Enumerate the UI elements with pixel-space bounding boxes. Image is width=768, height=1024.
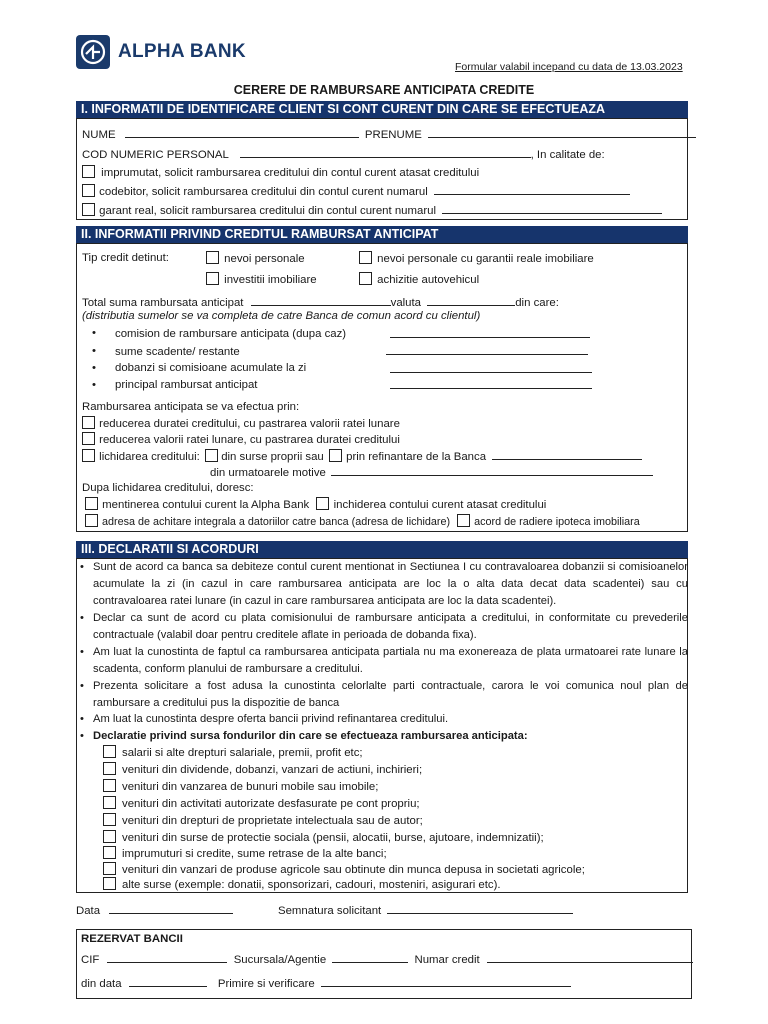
source-label: alte surse (exemple: donatii, sponsorizari, cadouri, mosteniri, asigurari etc).: [122, 879, 501, 891]
refinantare-bank-field[interactable]: [492, 449, 642, 460]
source-checkbox[interactable]: [103, 862, 116, 875]
primire-field[interactable]: [321, 976, 571, 987]
motive-field[interactable]: [331, 465, 653, 476]
investitii-checkbox[interactable]: [206, 272, 219, 285]
nevoi-garantii-checkbox[interactable]: [359, 251, 372, 264]
comision-label: comision de rambursare anticipata (dupa caz): [115, 328, 347, 340]
radiere-label: acord de radiere ipoteca imobiliara: [474, 516, 640, 528]
nume-label: NUME: [82, 129, 116, 141]
imprumutat-label: imprumutat, solicit rambursarea creditului din contul curent atasat creditului: [101, 167, 480, 179]
cnp-field[interactable]: [240, 147, 531, 158]
codebitor-checkbox[interactable]: [82, 184, 95, 197]
reducere-rata-label: reducerea valorii ratei lunare, cu pastrarea duratei creditului: [99, 434, 400, 446]
imprumutat-checkbox[interactable]: [82, 165, 95, 178]
data-field[interactable]: [109, 903, 233, 914]
radiere-checkbox[interactable]: [457, 514, 470, 527]
bullet-dot: •: [80, 646, 84, 658]
autovehicul-checkbox[interactable]: [359, 272, 372, 285]
principal-label: principal rambursat anticipat: [115, 379, 258, 391]
cif-field[interactable]: [107, 952, 227, 963]
data-label: Data: [76, 905, 101, 917]
din-data-field[interactable]: [129, 976, 207, 987]
source-checkbox[interactable]: [103, 762, 116, 775]
declaration-comision: Declar ca sunt de acord cu plata comisionului de rambursare anticipata a creditului, in conformitate cu prevederile contractuale (valabil doar pentru creditele aflate in perioada de dobanda fixa).: [93, 612, 688, 641]
bullet-dot: •: [92, 379, 96, 391]
total-label: Total suma rambursata anticipat: [82, 297, 244, 309]
cif-label: CIF: [81, 954, 100, 966]
source-label: salarii si alte drepturi salariale, premii, profit etc;: [122, 747, 363, 759]
codebitor-account-field[interactable]: [434, 184, 630, 195]
form-title: CERERE DE RAMBURSARE ANTICIPATA CREDITE: [233, 83, 535, 97]
source-checkbox[interactable]: [103, 813, 116, 826]
din-care-label: din care:: [515, 297, 559, 309]
prenume-field[interactable]: [428, 127, 696, 138]
garant-label: garant real, solicit rambursarea creditului din contul curent numarul: [99, 205, 436, 217]
lichidare-checkbox[interactable]: [82, 449, 95, 462]
inchidere-checkbox[interactable]: [316, 497, 329, 510]
scadente-label: sume scadente/ restante: [115, 346, 240, 358]
source-checkbox[interactable]: [103, 846, 116, 859]
cnp-label: COD NUMERIC PERSONAL: [82, 149, 229, 161]
source-label: venituri din vanzarea de bunuri mobile sau imobile;: [122, 781, 379, 793]
nevoi-personale-checkbox[interactable]: [206, 251, 219, 264]
efectua-label: Rambursarea anticipata se va efectua prin:: [82, 401, 300, 413]
logo-text: ALPHA BANK: [118, 41, 246, 62]
mentinere-checkbox[interactable]: [85, 497, 98, 510]
dobanzi-label: dobanzi si comisioane acumulate la zi: [115, 362, 307, 374]
mentinere-label: mentinerea contului curent la Alpha Bank: [102, 499, 310, 511]
validity-note: Formular valabil incepand cu data de 13.03.2023: [455, 61, 683, 73]
sucursala-field[interactable]: [332, 952, 408, 963]
investitii-label: investitii imobiliare: [224, 274, 317, 286]
comision-field[interactable]: [390, 327, 590, 338]
source-label: venituri din activitati autorizate desfasurate pe cont propriu;: [122, 798, 420, 810]
declaration-debit: Sunt de acord ca banca sa debiteze contul curent mentionat in Sectiunea I cu contravaloarea dobanzii si comisioanelor acumulate la zi (in cazul in care rambursarea anticipata are loc la o alta data decat data scadentei) sau cu contravaloarea ratei lunare (in cazul in care rambursarea anticipata are loc la data scadentei).: [93, 561, 688, 607]
tip-credit-label: Tip credit detinut:: [82, 252, 169, 264]
rezervat-title: REZERVAT BANCII: [81, 933, 183, 945]
reducere-durata-label: reducerea duratei creditului, cu pastrarea valorii ratei lunare: [99, 418, 400, 430]
numar-credit-field[interactable]: [487, 952, 693, 963]
inchidere-label: inchiderea contului curent atasat creditului: [333, 499, 547, 511]
source-checkbox[interactable]: [103, 779, 116, 792]
dupa-label: Dupa lichidarea creditului, doresc:: [82, 482, 254, 494]
reducere-rata-checkbox[interactable]: [82, 432, 95, 445]
bullet-dot: •: [80, 713, 84, 725]
scadente-field[interactable]: [386, 344, 588, 355]
bullet-dot: •: [92, 345, 96, 357]
distribution-note: (distributia sumelor se va completa de catre Banca de comun acord cu clientul): [82, 310, 481, 322]
source-checkbox[interactable]: [103, 830, 116, 843]
adresa-label: adresa de achitare integrala a datoriilor catre banca (adresa de lichidare): [102, 516, 451, 528]
source-checkbox[interactable]: [103, 796, 116, 809]
semnatura-field[interactable]: [387, 903, 573, 914]
adresa-checkbox[interactable]: [85, 514, 98, 527]
valuta-label: valuta: [390, 297, 422, 309]
source-checkbox[interactable]: [103, 745, 116, 758]
prenume-label: PRENUME: [364, 129, 422, 141]
nevoi-personale-label: nevoi personale: [224, 253, 305, 265]
din-data-label: din data: [81, 978, 122, 990]
section-1-header: I. INFORMATII DE IDENTIFICARE CLIENT SI CONT CURENT DIN CARE SE EFECTUEAZA RAMBURSAREA: [76, 101, 688, 118]
source-label: venituri din drepturi de proprietate intelectuala sau de autor;: [122, 815, 423, 827]
bullet-dot: •: [80, 730, 84, 742]
sucursala-label: Sucursala/Agentie: [233, 954, 327, 966]
nume-field[interactable]: [125, 127, 359, 138]
source-label: venituri din dividende, dobanzi, vanzari de actiuni, inchirieri;: [122, 764, 423, 776]
bullet-dot: •: [92, 327, 96, 339]
surse-proprii-checkbox[interactable]: [205, 449, 218, 462]
alpha-bank-logo-icon: [76, 35, 110, 69]
codebitor-label: codebitor, solicit rambursarea creditului din contul curent numarul: [99, 186, 428, 198]
declaration-sursa: Declaratie privind sursa fondurilor din care se efectueaza rambursarea anticipata:: [93, 730, 528, 742]
section-3-header: III. DECLARATII SI ACORDURI: [76, 541, 688, 558]
bullet-dot: •: [80, 612, 84, 624]
primire-label: Primire si verificare: [217, 978, 315, 990]
refinantare-label: prin refinantare de la Banca: [346, 451, 487, 463]
declaration-partial: Am luat la cunostinta de faptul ca rambursarea anticipata partiala nu ma exonereaza de plata urmatoarei rate lunare la scadenta, conform planului de rambursare a creditului.: [93, 646, 688, 675]
bullet-dot: •: [80, 680, 84, 692]
surse-proprii-label: din surse proprii sau: [221, 451, 324, 463]
calitate-label: , In calitate de:: [530, 149, 605, 161]
motive-label: din urmatoarele motive: [210, 467, 326, 479]
principal-field[interactable]: [390, 378, 592, 389]
reducere-durata-checkbox[interactable]: [82, 416, 95, 429]
source-label: imprumuturi si credite, sume retrase de la alte banci;: [122, 848, 387, 860]
source-label: venituri din surse de protectie sociala (pensii, alocatii, burse, ajutoare, indemnizatii);: [122, 832, 544, 844]
autovehicul-label: achizitie autovehicul: [377, 274, 480, 286]
valuta-field[interactable]: [427, 295, 515, 306]
declaration-parti: Prezenta solicitare a fost adusa la cunostinta celorlalte parti contractuale, carora le voi comunica noul plan de rambursare a creditului pus la dispozitie de banca: [93, 680, 688, 709]
section-2-header: II. INFORMATII PRIVIND CREDITUL RAMBURSAT ANTICIPAT: [76, 226, 688, 243]
numar-credit-label: Numar credit: [414, 954, 480, 966]
nevoi-garantii-label: nevoi personale cu garantii reale imobiliare: [377, 253, 594, 265]
source-label: venituri din vanzari de produse agricole sau obtinute din munca depusa in societati agricole;: [122, 864, 585, 876]
lichidare-label: lichidarea creditului:: [99, 451, 200, 463]
dobanzi-field[interactable]: [390, 362, 592, 373]
semnatura-label: Semnatura solicitant: [278, 905, 382, 917]
total-field[interactable]: [251, 295, 391, 306]
declaration-oferta: Am luat la cunostinta despre oferta bancii privind refinantarea creditului.: [93, 713, 449, 725]
bullet-dot: •: [92, 362, 96, 374]
refinantare-checkbox[interactable]: [329, 449, 342, 462]
garant-account-field[interactable]: [442, 203, 662, 214]
bullet-dot: •: [80, 561, 84, 573]
garant-checkbox[interactable]: [82, 203, 95, 216]
source-checkbox[interactable]: [103, 877, 116, 890]
